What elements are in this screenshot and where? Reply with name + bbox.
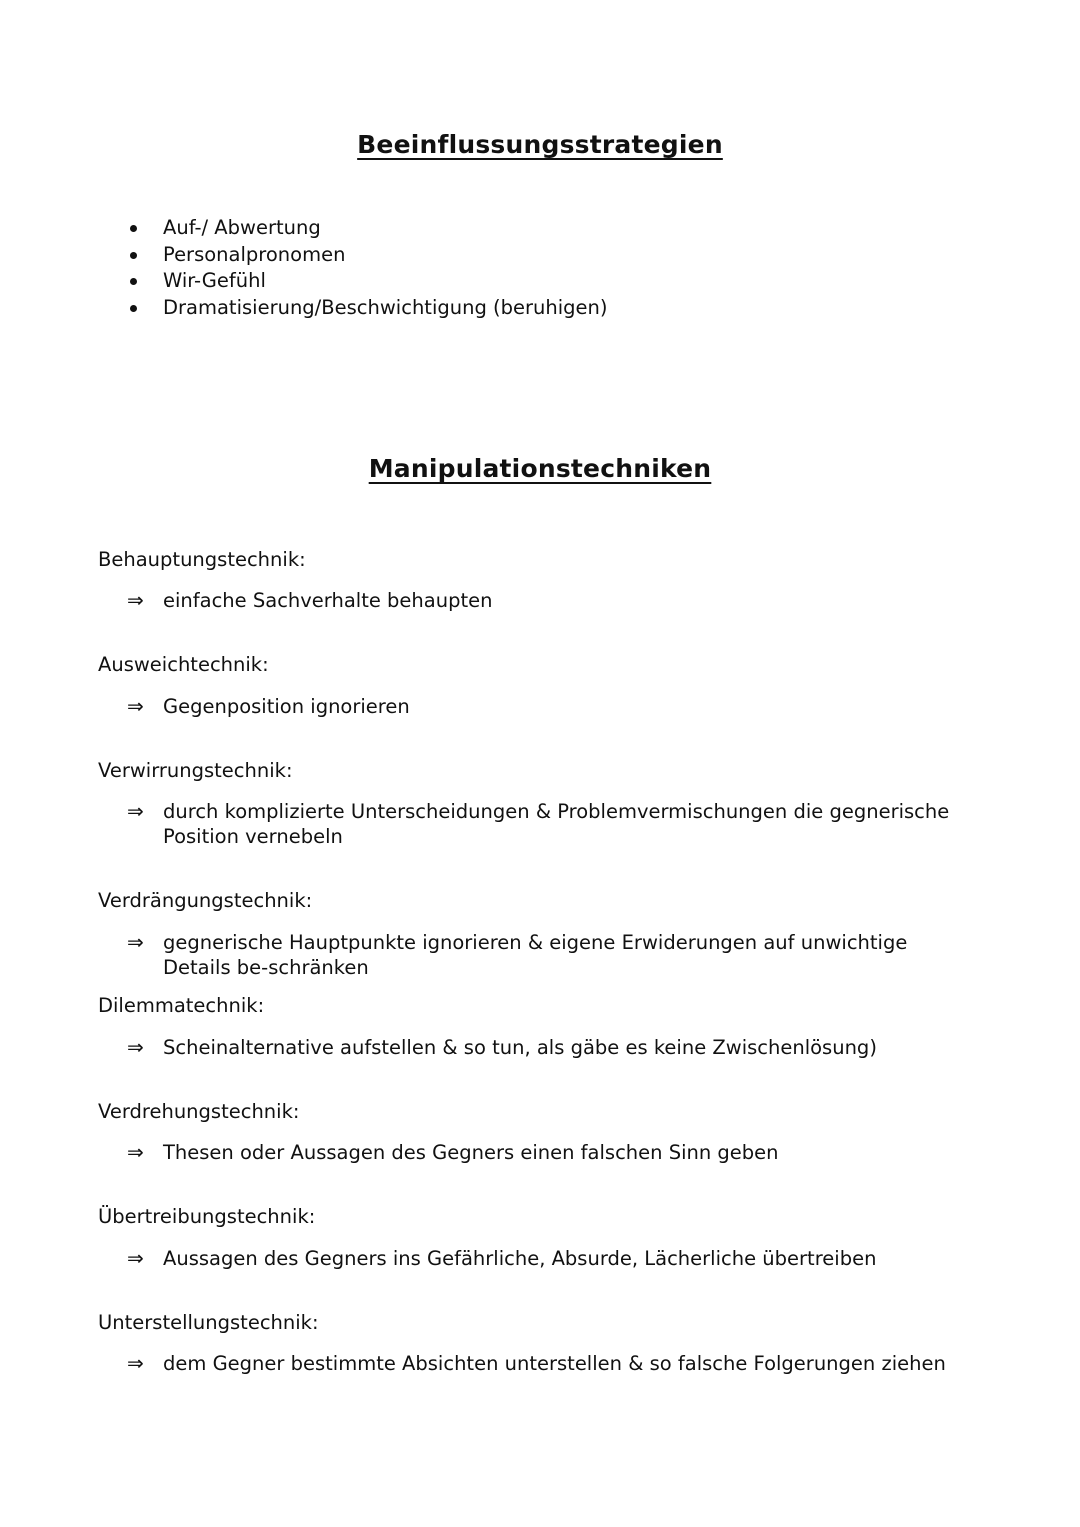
- technique-description-text: Scheinalternative aufstellen & so tun, als gäbe es keine Zwischenlösung): [163, 1036, 877, 1059]
- section-title-text: Beeinflussungsstrategien: [357, 130, 723, 159]
- implies-arrow-icon: ⇒: [127, 694, 144, 718]
- implies-arrow-icon: ⇒: [127, 1035, 144, 1059]
- technique-description: [127, 1351, 963, 1376]
- technique-description-text: Gegenposition ignorieren: [163, 695, 410, 718]
- implies-arrow-icon: ⇒: [127, 799, 144, 823]
- technique-term: Ausweichtechnik:: [98, 653, 269, 676]
- technique-description: [127, 694, 963, 719]
- technique-description: [127, 930, 963, 980]
- technique-term: Verdrehungstechnik:: [98, 1100, 300, 1123]
- list-item: Dramatisierung/Beschwichtigung (beruhigen): [163, 295, 608, 322]
- implies-arrow-icon: ⇒: [127, 588, 144, 612]
- implies-arrow-icon: ⇒: [127, 930, 144, 954]
- strategy-list: [163, 215, 608, 321]
- technique-description: [127, 1035, 963, 1060]
- technique-description: [127, 588, 963, 613]
- technique-description: [127, 799, 963, 849]
- technique-term: Verwirrungstechnik:: [98, 759, 293, 782]
- implies-arrow-icon: ⇒: [127, 1140, 144, 1164]
- technique-description-text: Thesen oder Aussagen des Gegners einen falschen Sinn geben: [163, 1141, 779, 1164]
- technique-description: [127, 1246, 963, 1271]
- technique-description-text: einfache Sachverhalte behaupten: [163, 589, 493, 612]
- implies-arrow-icon: ⇒: [127, 1246, 144, 1270]
- technique-term: Unterstellungstechnik:: [98, 1311, 319, 1334]
- list-item: Personalpronomen: [163, 242, 608, 269]
- technique-description-text: durch komplizierte Unterscheidungen & Problemvermischungen die gegnerische Position vernebeln: [163, 800, 950, 848]
- list-item: Auf-/ Abwertung: [163, 215, 608, 242]
- implies-arrow-icon: ⇒: [127, 1351, 144, 1375]
- technique-term: Behauptungstechnik:: [98, 548, 306, 571]
- list-item: Wir-Gefühl: [163, 268, 608, 295]
- technique-description-text: Aussagen des Gegners ins Gefährliche, Absurde, Lächerliche übertreiben: [163, 1247, 877, 1270]
- technique-description-text: dem Gegner bestimmte Absichten unterstellen & so falsche Folgerungen ziehen: [163, 1352, 946, 1375]
- technique-description: [127, 1140, 963, 1165]
- technique-term: Verdrängungstechnik:: [98, 889, 313, 912]
- section-title-manipulationstechniken: [0, 454, 1080, 483]
- technique-term: Übertreibungstechnik:: [98, 1205, 316, 1228]
- technique-description-text: gegnerische Hauptpunkte ignorieren & eigene Erwiderungen auf unwichtige Details be-schränken: [163, 931, 908, 979]
- technique-term: Dilemmatechnik:: [98, 994, 265, 1017]
- section-title-text: Manipulationstechniken: [368, 454, 712, 483]
- section-title-beeinflussungsstrategien: [0, 130, 1080, 159]
